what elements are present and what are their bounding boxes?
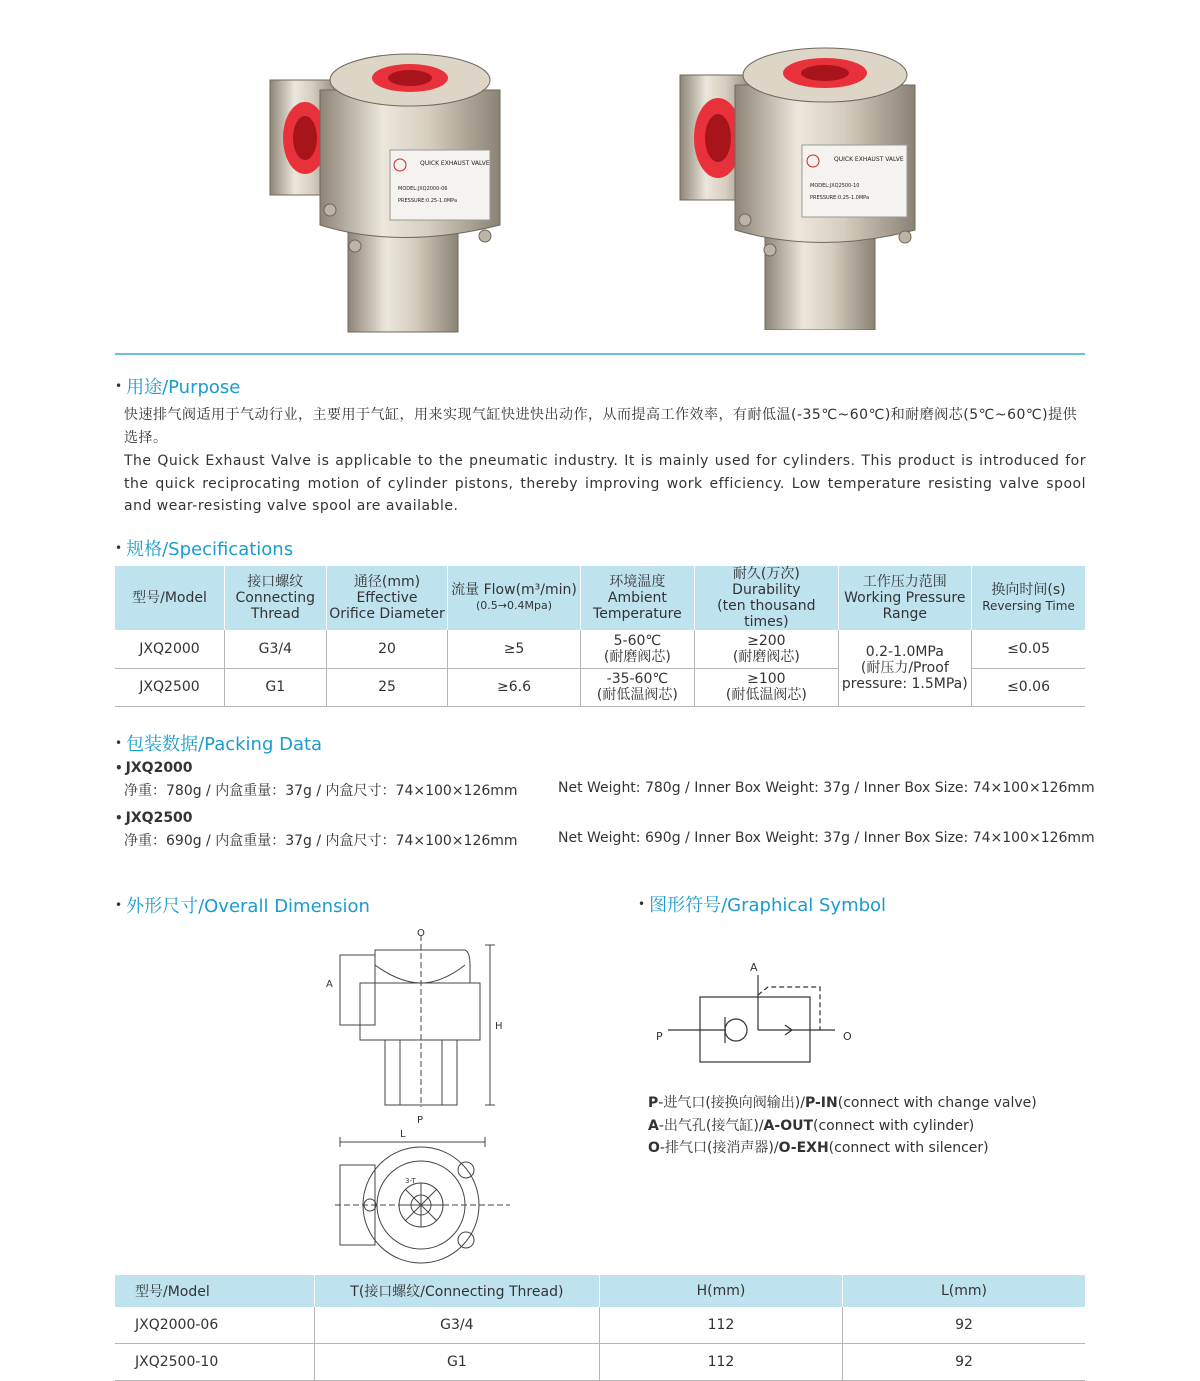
spec-cell-flow: ≥5	[448, 630, 580, 668]
symbol-legend	[648, 1092, 1037, 1160]
table-row	[115, 1307, 1085, 1344]
dim-cell-h: 112	[599, 1344, 842, 1381]
dim-label-l: L	[400, 1129, 406, 1140]
dim-header-h: H(mm)	[599, 1275, 842, 1307]
packing-cn-1: 净重：780g / 内盒重量：37g / 内盒尺寸：74×100×126mm	[124, 783, 518, 799]
photo-label-title-2: QUICK EXHAUST VALVE	[834, 156, 904, 163]
spec-cell-thread: G1	[224, 668, 326, 706]
specs-heading: • 规格/Specifications	[115, 539, 294, 560]
dim-cell-thread: G1	[314, 1344, 599, 1381]
dim-cell-h: 112	[599, 1307, 842, 1344]
dim-label-t: 3-T	[405, 1177, 416, 1185]
specs-table	[115, 566, 1085, 707]
spec-cell-reversing: ≤0.05	[972, 630, 1085, 668]
dimension-heading: • 外形尺寸/Overall Dimension	[115, 896, 370, 917]
spec-cell-pressure: 0.2-1.0MPa (耐压力/Proof pressure: 1.5MPa)	[838, 630, 972, 706]
spec-cell-durability-1: ≥200 (耐磨阀芯)	[695, 630, 838, 668]
spec-cell-temp-1: 5-60℃ (耐磨阀芯)	[580, 630, 695, 668]
photo-label-pressure: PRESSURE:0.25-1.0MPa	[398, 198, 458, 204]
dim-cell-l: 92	[842, 1344, 1085, 1381]
packing-heading: • 包装数据/Packing Data	[115, 734, 323, 755]
spec-header-reversing: 换向时间(s) Reversing Time	[972, 566, 1085, 630]
dimension-drawing	[320, 925, 510, 1270]
dim-cell-thread: G3/4	[314, 1307, 599, 1344]
spec-header-temperature: 环境温度 Ambient Temperature	[580, 566, 695, 630]
dim-cell-model: JXQ2000-06	[115, 1307, 314, 1344]
dim-header-thread: T(接口螺纹/Connecting Thread)	[314, 1275, 599, 1307]
spec-cell-model: JXQ2500	[115, 668, 224, 706]
dimension-table	[115, 1275, 1085, 1381]
photo-label-pressure-2: PRESSURE:0.25-1.0MPa	[810, 195, 870, 201]
dim-header-l: L(mm)	[842, 1275, 1085, 1307]
symbol-heading: • 图形符号/Graphical Symbol	[638, 895, 887, 916]
symbol-label-o: O	[843, 1030, 852, 1043]
dim-header-model: 型号/Model	[115, 1275, 314, 1307]
spec-cell-model: JXQ2000	[115, 630, 224, 668]
packing-model-1: • JXQ2000	[115, 760, 193, 776]
spec-cell-thread: G3/4	[224, 630, 326, 668]
photo-label-model: MODEL:JXQ2000-06	[398, 186, 448, 192]
spec-header-thread: 接口螺纹 Connecting Thread	[224, 566, 326, 630]
dim-label-p: P	[417, 1115, 424, 1126]
symbol-label-p: P	[656, 1030, 663, 1043]
graphical-symbol-diagram	[650, 955, 870, 1070]
spec-header-model: 型号/Model	[115, 566, 224, 630]
purpose-heading: • 用途/Purpose	[115, 377, 241, 398]
spec-cell-flow: ≥6.6	[448, 668, 580, 706]
legend-item-p: P-进气口(接换向阀输出)/P-IN(connect with change valve)	[648, 1095, 1037, 1111]
dim-cell-model: JXQ2500-10	[115, 1344, 314, 1381]
spec-cell-orifice: 20	[326, 630, 448, 668]
spec-cell-durability-2: ≥100 (耐低温阀芯)	[695, 668, 838, 706]
packing-model-2: • JXQ2500	[115, 810, 193, 826]
spec-cell-orifice: 25	[326, 668, 448, 706]
symbol-label-a: A	[750, 961, 758, 974]
table-row	[115, 630, 1085, 668]
product-photo-jxq2000	[260, 50, 530, 335]
dim-label-o: O	[417, 928, 425, 939]
purpose-text-en: The Quick Exhaust Valve is applicable to the pneumatic industry. It is mainly used for cylinders. This product is introduced for the quick reciprocating motion of cylinder pistons, thereby improving work efficiency. Low temperature resisting valve spool and wear-resisting valve spool are available.	[124, 453, 1086, 514]
legend-item-o: O-排气口(接消声器)/O-EXH(connect with silencer)	[648, 1140, 989, 1156]
photo-label-model-2: MODEL:JXQ2500-10	[810, 183, 860, 189]
packing-en-1: Net Weight: 780g / Inner Box Weight: 37g / Inner Box Size: 74×100×126mm	[558, 780, 1095, 796]
photo-label-title: QUICK EXHAUST VALVE	[420, 160, 490, 167]
spec-cell-temp-2: -35-60℃ (耐低温阀芯)	[580, 668, 695, 706]
spec-header-orifice: 通径(mm) Effective Orifice Diameter	[326, 566, 448, 630]
dim-label-h: H	[495, 1021, 503, 1032]
purpose-text-cn: 快速排气阀适用于气动行业，主要用于气缸，用来实现气缸快进快出动作，从而提高工作效率，有耐低温(-35℃~60℃)和耐磨阀芯(5℃~60℃)提供选择。	[124, 407, 1078, 446]
packing-en-2: Net Weight: 690g / Inner Box Weight: 37g / Inner Box Size: 74×100×126mm	[558, 830, 1095, 846]
packing-cn-2: 净重：690g / 内盒重量：37g / 内盒尺寸：74×100×126mm	[124, 833, 518, 849]
product-photo-jxq2500	[670, 45, 940, 330]
table-row	[115, 1344, 1085, 1381]
section-divider	[115, 353, 1085, 355]
legend-item-a: A-出气孔(接气缸)/A-OUT(connect with cylinder)	[648, 1117, 975, 1134]
spec-header-durability: 耐久(万次) Durability (ten thousand times)	[695, 566, 838, 630]
spec-header-flow: 流量 Flow(m³/min) (0.5→0.4Mpa)	[448, 566, 580, 630]
dim-label-a: A	[326, 979, 333, 990]
spec-header-pressure: 工作压力范围 Working Pressure Range	[838, 566, 972, 630]
spec-cell-reversing: ≤0.06	[972, 668, 1085, 706]
dim-cell-l: 92	[842, 1307, 1085, 1344]
